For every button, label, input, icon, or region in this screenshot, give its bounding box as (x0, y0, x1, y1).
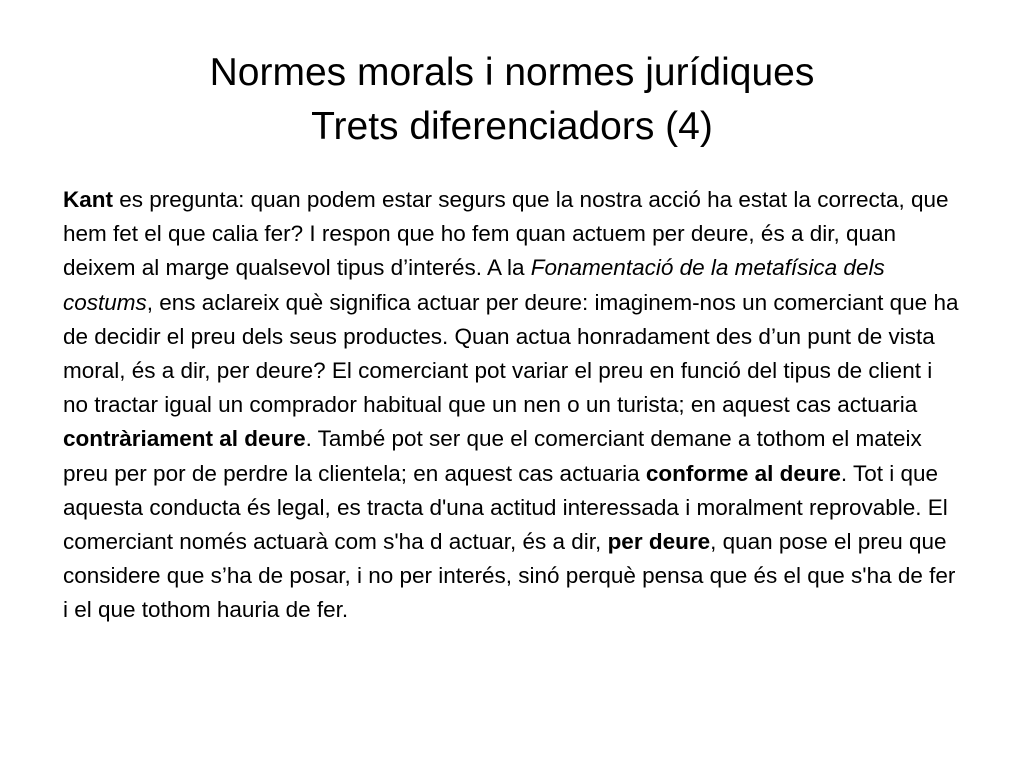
term-conform-to-duty: conforme al deure (645, 460, 841, 486)
body-text-segment-2: , ens aclareix què significa actuar per deure: imaginem-nos un comerciant que ha de decidir el preu dels seus productes. Quan actua honradament des d’un punt de vista moral, és a dir, per deure? El comerciant pot variar el preu en funció del tipus de client i no tractar igual un comprador habitual que un nen o un turista; en aquest cas actuaria (63, 289, 959, 418)
body-text-segment-4: . Tot i que aquesta conducta és legal, es tracta d'una actitud interessada i moralment reprovable. El comerciant només actuarà com s'ha d actuar, és a dir, (63, 460, 948, 555)
slide-title (60, 46, 964, 154)
body-paragraph (63, 183, 963, 628)
body-text-segment-3: . També pot ser que el comerciant demane a tothom el mateix preu per por de perdre la clientela; en aquest cas actuaria (63, 426, 922, 486)
title-line-2: Trets diferenciadors (4) (311, 105, 713, 148)
title-line-1: Normes morals i normes jurídiques (209, 51, 815, 94)
term-by-duty: per deure (607, 529, 711, 555)
term-contrary-to-duty: contràriament al deure (63, 426, 306, 452)
book-title: Fonamentació de la metafísica dels costums (63, 255, 885, 315)
body-text-segment-5: , quan pose el preu que considere que s’ha de posar, i no per interés, sinó perquè pensa que és el que s'ha de fer i el que tothom hauria de fer. (63, 529, 956, 623)
body-text-segment-1: es pregunta: quan podem estar segurs que la nostra acció ha estat la correcta, que hem fet el que calia fer? I respon que ho fem quan actuem per deure, és a dir, quan deixem al marge qualsevol tipus d’interés. A la (63, 187, 949, 281)
term-kant: Kant (63, 187, 113, 212)
